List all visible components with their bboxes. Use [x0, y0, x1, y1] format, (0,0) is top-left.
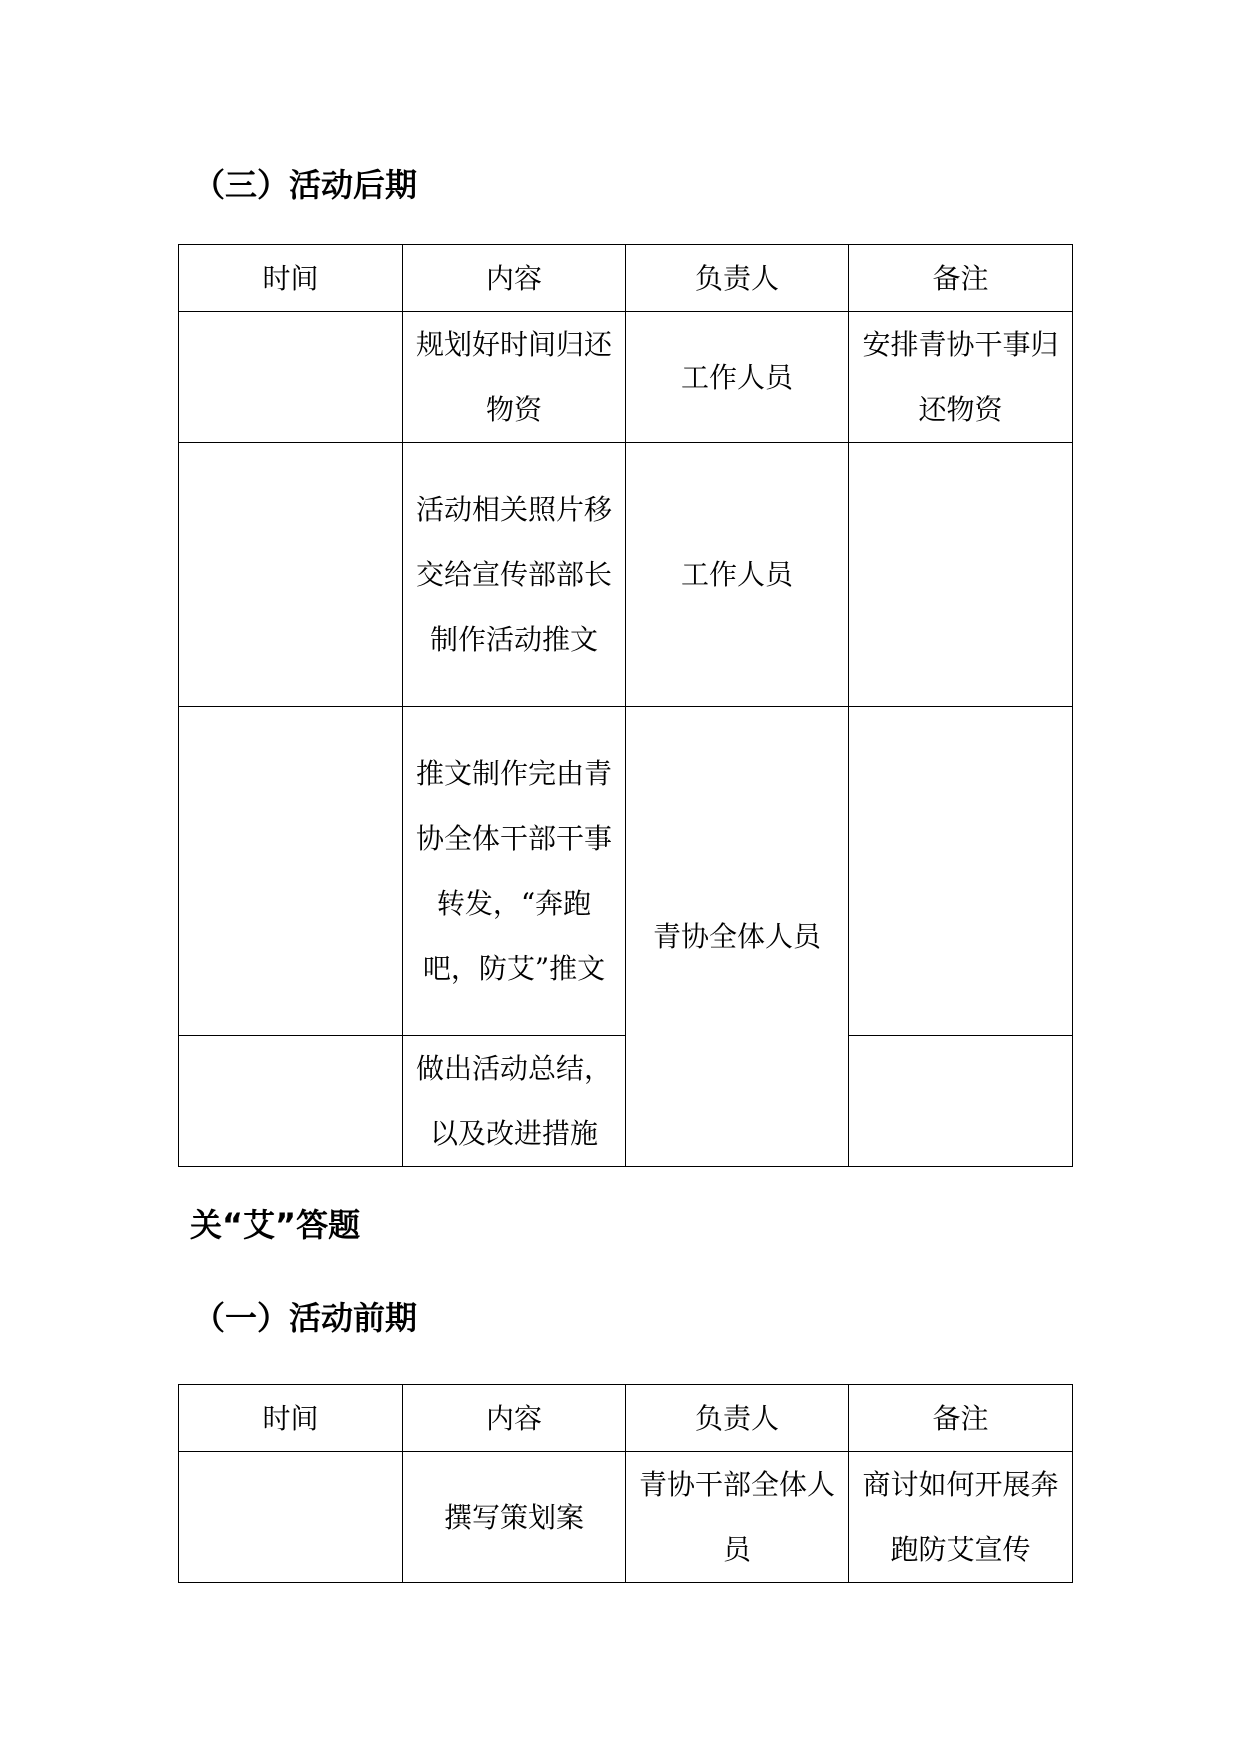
cell-person: 青协全体人员	[626, 707, 849, 1167]
table-row	[179, 312, 1073, 443]
cell-note	[849, 1036, 1073, 1167]
cell-person: 青协干部全体人员	[626, 1452, 849, 1583]
table-row	[179, 1452, 1073, 1583]
cell-content: 撰写策划案	[403, 1452, 626, 1583]
cell-note: 安排青协干事归还物资	[849, 312, 1073, 443]
cell-time	[179, 443, 403, 707]
cell-content: 推文制作完由青协全体干部干事转发，“奔跑吧，防艾”推文	[403, 707, 626, 1036]
header-time: 时间	[179, 1385, 403, 1452]
header-note: 备注	[849, 245, 1073, 312]
header-person: 负责人	[626, 1385, 849, 1452]
cell-time	[179, 312, 403, 443]
pre-activity-table	[178, 1384, 1073, 1583]
cell-note	[849, 443, 1073, 707]
cell-content: 活动相关照片移交给宣传部部长制作活动推文	[403, 443, 626, 707]
header-person: 负责人	[626, 245, 849, 312]
cell-content: 做出活动总结，以及改进措施	[403, 1036, 626, 1167]
cell-person: 工作人员	[626, 443, 849, 707]
cell-time	[179, 1036, 403, 1167]
section-heading-post-activity: （三）活动后期	[193, 166, 418, 204]
cell-person: 工作人员	[626, 312, 849, 443]
post-activity-table	[178, 244, 1073, 1167]
header-content: 内容	[403, 245, 626, 312]
cell-note	[849, 707, 1073, 1036]
table-row	[179, 707, 1073, 1036]
activity-title-aids-quiz: 关“艾”答题	[190, 1206, 361, 1244]
header-note: 备注	[849, 1385, 1073, 1452]
cell-content: 规划好时间归还物资	[403, 312, 626, 443]
cell-time	[179, 1452, 403, 1583]
table-header-row	[179, 245, 1073, 312]
section-heading-pre-activity: （一）活动前期	[193, 1299, 418, 1337]
cell-time	[179, 707, 403, 1036]
header-time: 时间	[179, 245, 403, 312]
header-content: 内容	[403, 1385, 626, 1452]
table-row	[179, 443, 1073, 707]
table-header-row	[179, 1385, 1073, 1452]
cell-note: 商讨如何开展奔跑防艾宣传	[849, 1452, 1073, 1583]
